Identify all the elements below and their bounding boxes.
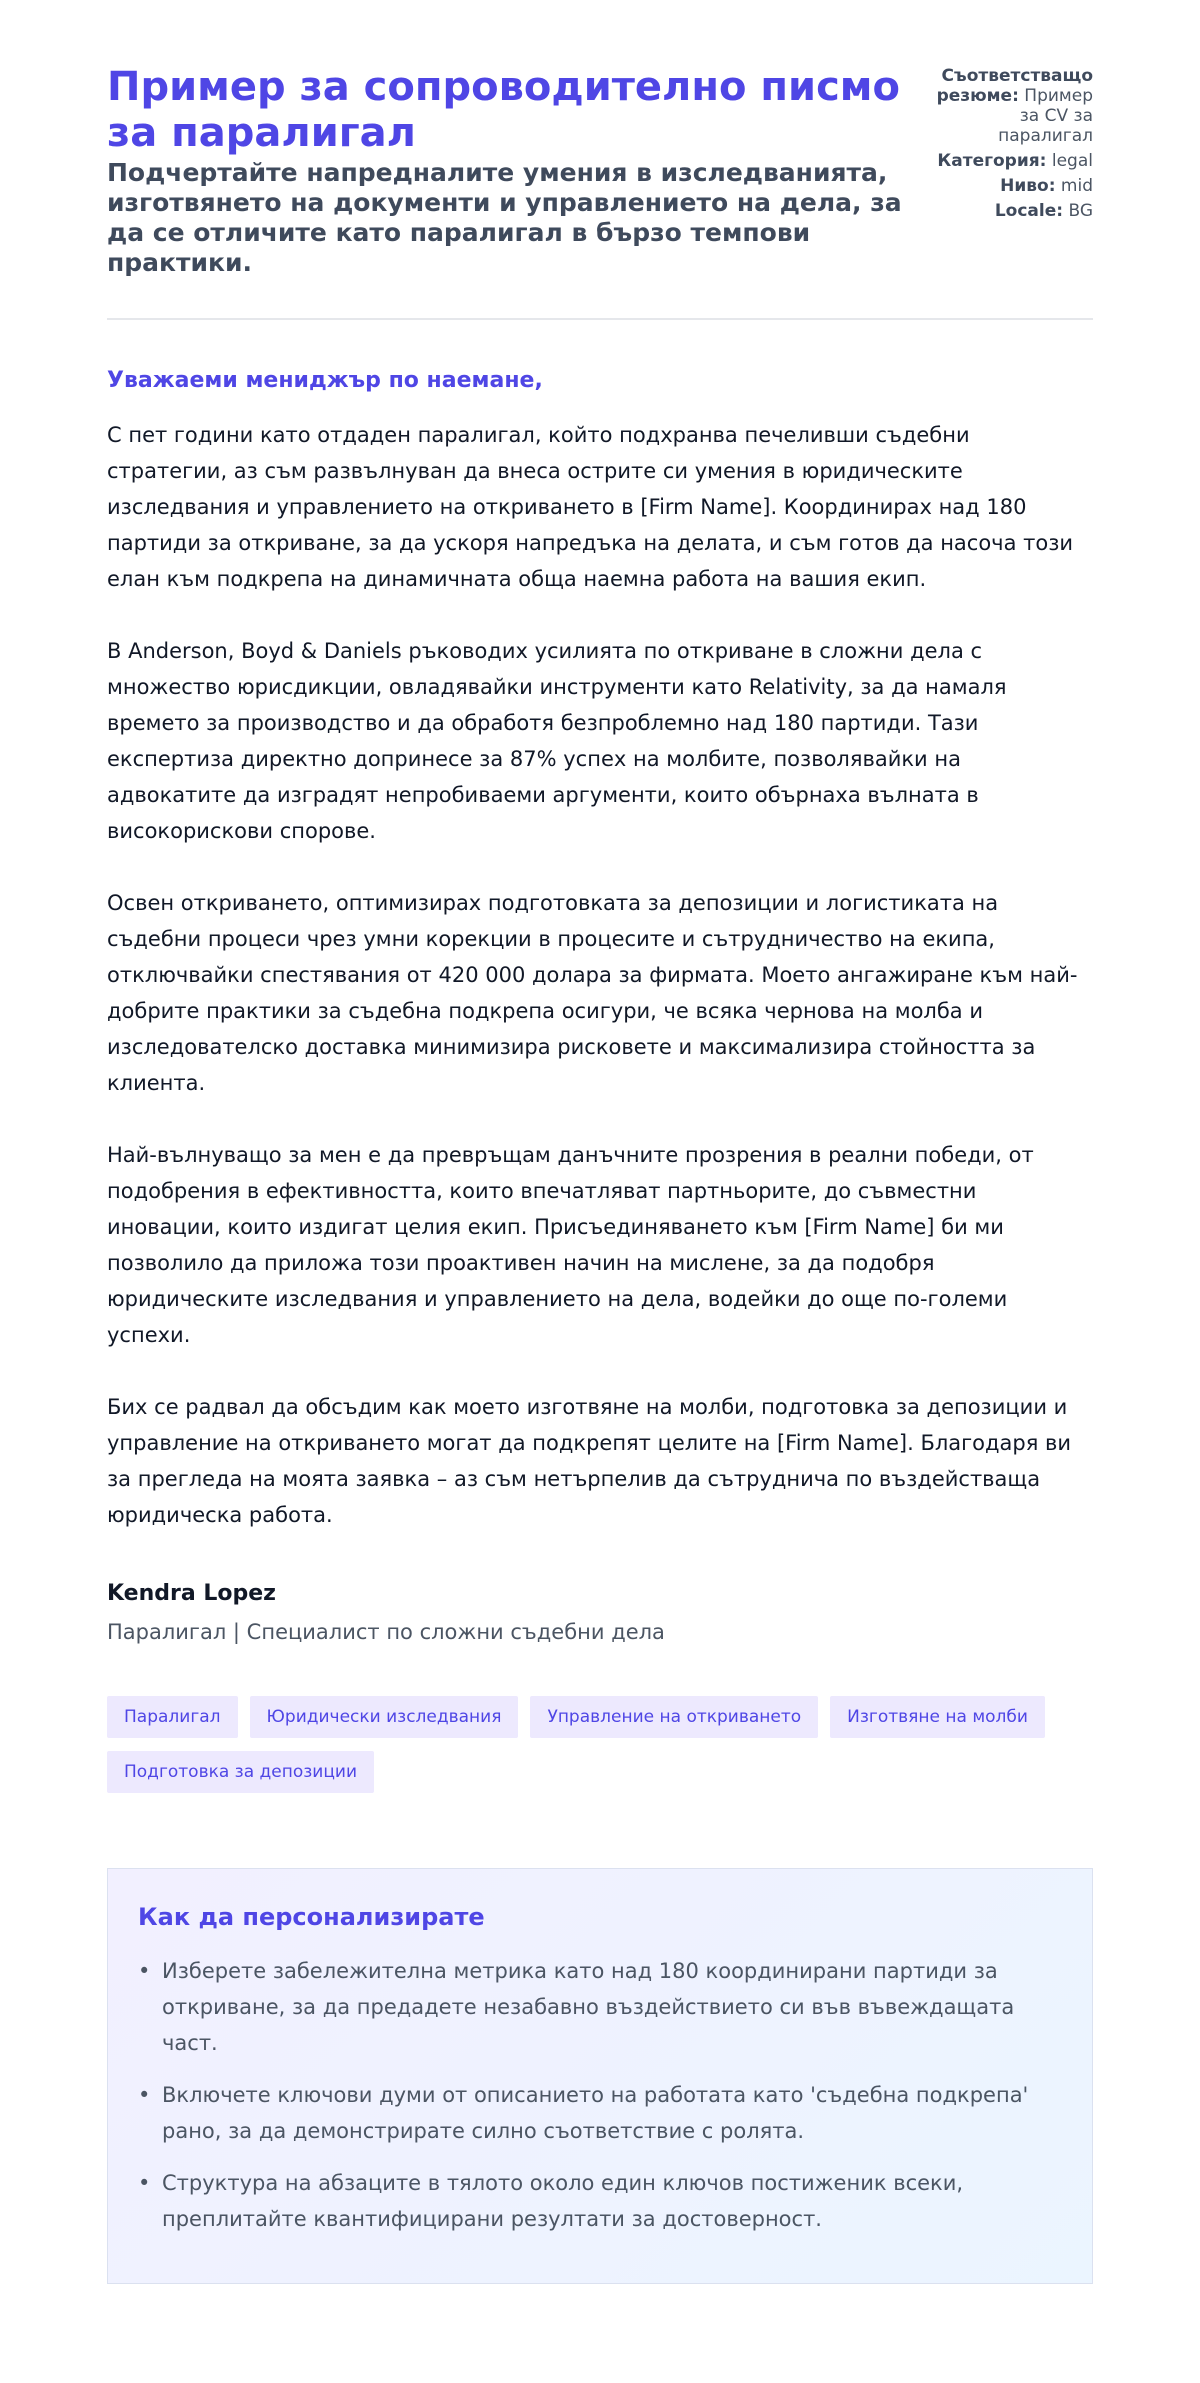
page-subtitle: Подчертайте напредналите умения в изследванията, изготвянето на документи и управлението на дела, за да се отличите като паралигал в бързо темпови практики. [107,158,902,277]
header-main [107,64,907,278]
tip-item: • Структура на абзаците в тялото около един ключов постиженик всеки, преплитайте квантифицирани резултати за достоверност. [138,2165,1062,2237]
skill-tag: Подготовка за депозиции [107,1751,374,1793]
tip-item: • Включете ключови думи от описанието на работата като 'съдебна подкрепа' рано, за да демонстрирате силно съответствие с ролята. [138,2077,1062,2149]
page-title: Пример за сопроводително писмо за паралигал [107,64,900,156]
skill-tags [107,1696,1093,1793]
meta-panel [933,66,1093,226]
meta-locale [933,201,1093,221]
meta-value: Пример за CV за паралигал [998,86,1093,146]
meta-label: Съответстващо резюме: [936,66,1093,106]
tip-item: • Изберете забележителна метрика като над 180 координирани партиди за откриване, за да предадете незабавно въздействието си във въвеждащата част. [138,1953,1062,2061]
meta-value: legal [1051,151,1093,171]
meta-matching-resume [933,66,1093,146]
meta-category [933,151,1093,171]
meta-label: Ниво: [1000,176,1056,196]
meta-level [933,176,1093,196]
letter-paragraph: С пет години като отдаден паралигал, който подхранва печеливши съдебни стратегии, аз съм развълнуван да внеса острите си умения в юридическите изследвания и управлението на откриването в [Firm Name]. Координирах над 180 партиди за откриване, за да ускоря напредъка на делата, и съм готов да насоча този елан към подкрепа на динамичната обща наемна работа на вашия екип. [107,423,1074,591]
meta-value: BG [1068,201,1093,221]
signature-name: Kendra Lopez [107,1581,276,1606]
skill-tag: Юридически изследвания [250,1696,519,1738]
tips-list [138,1953,1062,2237]
letter-paragraph: В Anderson, Boyd & Daniels ръководих усилията по откриване в сложни дела с множество юрисдикции, овладявайки инструменти като Relativity, за да намаля времето за производство и да обработя безпроблемно над 180 партиди. Тази експертиза директно допринесе за 87% успех на молбите, позволявайки на адвокатите да изградят непробиваеми аргументи, които обърнаха вълната в високорискови спорове. [107,639,1007,843]
page-header [107,64,1093,278]
letter-paragraph: Освен откриването, оптимизирах подготовката за депозиции и логистиката на съдебни процеси чрез умни корекции в процесите и сътрудничество на екипа, отключвайки спестявания от 420 000 долара за фирмата. Моето ангажиране към най-добрите практики за съдебна подкрепа осигури, че всяка чернова на молба и изследователско доставка минимизира рисковете и максимализира стойността за клиента. [107,891,1078,1095]
meta-value: mid [1060,176,1093,196]
customization-tips-box [107,1868,1093,2284]
letter-paragraph: Бих се радвал да обсъдим как моето изготвяне на молби, подготовка за депозиции и управление на откриването могат да подкрепят целите на [Firm Name]. Благодаря ви за прегледа на моята заявка – аз съм нетърпелив да сътруднича по въздействаща юридическа работа. [107,1395,1072,1527]
signature-role: Паралигал | Специалист по сложни съдебни дела [107,1620,665,1644]
tips-title: Как да персонализирате [138,1903,485,1931]
meta-label: Категория: [937,151,1047,171]
skill-tag: Управление на откриването [530,1696,818,1738]
letter-body [107,417,1093,1533]
meta-label: Locale: [994,201,1064,221]
skill-tag: Изготвяне на молби [830,1696,1045,1738]
skill-tag: Паралигал [107,1696,238,1738]
header-divider [107,318,1093,320]
letter-greeting: Уважаеми мениджър по наемане, [107,368,543,393]
letter-paragraph: Най-вълнуващо за мен е да превръщам данъчните прозрения в реални победи, от подобрения в ефективността, които впечатляват партньорите, до съвместни иновации, които издигат целия екип. Присъединяването към [Firm Name] би ми позволило да приложа този проактивен начин на мислене, за да подобря юридическите изследвания и управлението на дела, водейки до още по-големи успехи. [107,1143,1034,1347]
